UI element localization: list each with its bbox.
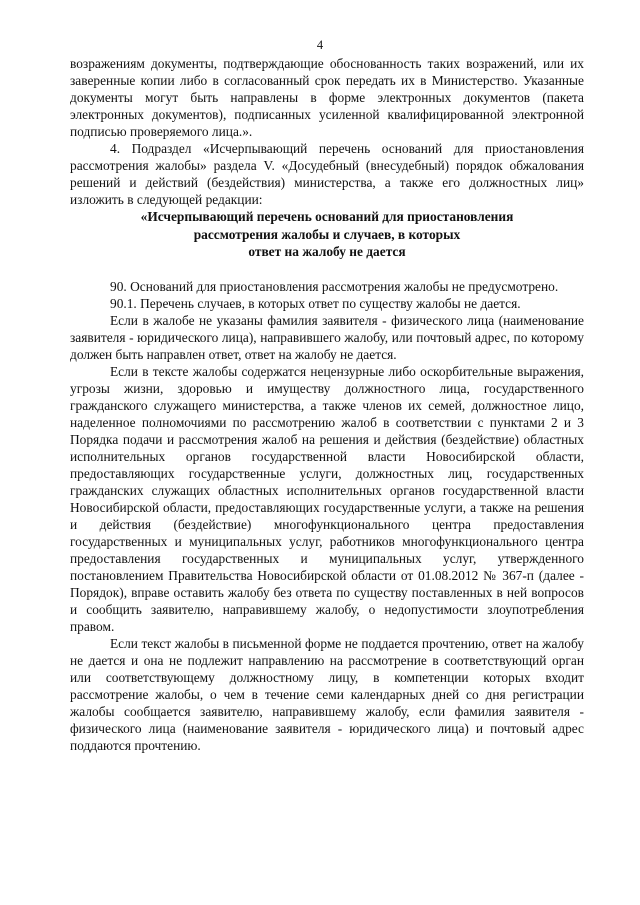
section-heading [70, 208, 584, 261]
heading-line-3: ответ на жалобу не дается [248, 244, 406, 259]
paragraph-item-4: 4. Подраздел «Исчерпывающий перечень оснований для приостановления рассмотрения жалобы» раздела V. «Досудебный (внесудебный) порядок обжалования решений и действий (бездействия) министерства, а также его должностных лиц» изложить в следующей редакции: [70, 141, 584, 207]
heading-line-2: рассмотрения жалобы и случаев, в которых [193, 226, 461, 242]
paragraph-90-1: 90.1. Перечень случаев, в которых ответ по существу жалобы не дается. [110, 295, 521, 311]
document-body [70, 55, 584, 754]
paragraph-offensive: Если в тексте жалобы содержатся нецензурные либо оскорбительные выражения, угрозы жизни, здоровью и имуществу должностного лица, государственного гражданского служащего министерства, а также членов их семей, должностное лицо, наделенное полномочиями по рассмотрению жалоб в соответствии с пунктами 2 и 3 Порядка подачи и рассмотрения жалоб на решения и действия (бездействие) областных исполнительных органов государственной власти Новосибирской области, предоставляющих государственные услуги, должностных лиц, государственных гражданских служащих областных исполнительных органов государственной власти Новосибирской области, предоставляющих государственные услуги, а также на решения и действия (бездействие) многофункционального центра предоставления государственных и муниципальных услуг, работников многофункционального центра предоставления государственных и муниципальных услуг, утвержденного постановлением Правительства Новосибирской области от 01.08.2012 № 367-п (далее - Порядок), вправе оставить жалобу без ответа по существу поставленных в ней вопросов и сообщить заявителю, направившему жалобу, о недопустимости злоупотребления правом. [70, 363, 584, 634]
paragraph-unreadable: Если текст жалобы в письменной форме не поддается прочтению, ответ на жалобу не дается и она не подлежит направлению на рассмотрение в соответствующий орган или соответствующему должностному лицу, в компетенции которых входит рассмотрение жалобы, о чем в течение семи календарных дней со дня регистрации жалобы сообщается заявителю, направившему жалобу, если фамилия заявителя - физического лица (наименование заявителя - юридического лица) и почтовый адрес поддаются прочтению. [70, 635, 584, 753]
paragraph-no-name: Если в жалобе не указаны фамилия заявителя - физического лица (наименование заявителя - юридического лица), направившего жалобу, или почтовый адрес, по которому должен быть направлен ответ, ответ на жалобу не дается. [70, 312, 584, 362]
page-number: 4 [316, 38, 324, 52]
paragraph-continuation: возражениям документы, подтверждающие обоснованность таких возражений, или их заверенные копии либо в согласованный срок передать их в Министерство. Указанные документы могут быть направлены в форме электронных документов (пакета электронных документов), подписанных усиленной квалифицированной электронной подписью проверяемого лица.». [70, 56, 584, 139]
heading-line-1: «Исчерпывающий перечень оснований для приостановления [140, 209, 514, 224]
paragraph-90: 90. Оснований для приостановления рассмотрения жалобы не предусмотрено. [110, 278, 559, 294]
spacer [70, 261, 584, 278]
